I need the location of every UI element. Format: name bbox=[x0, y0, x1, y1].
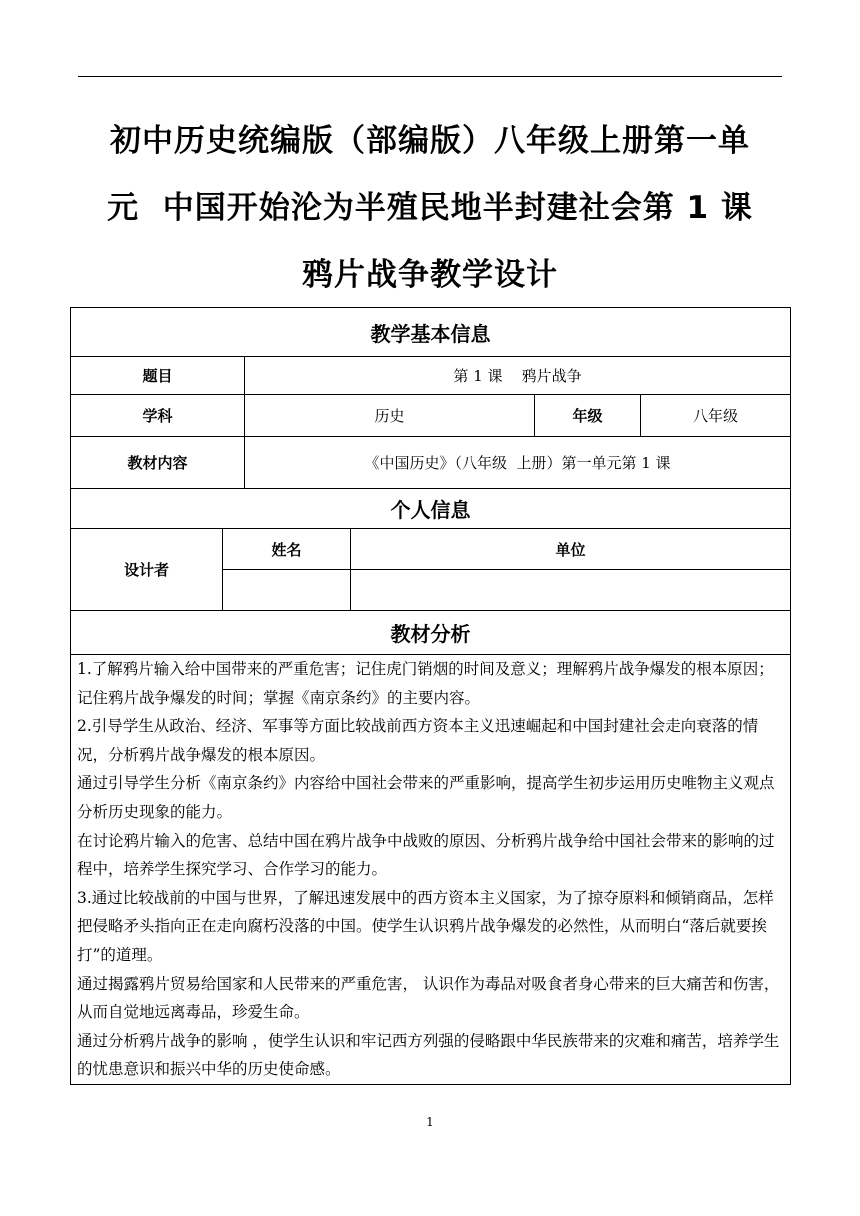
unit-value bbox=[351, 570, 791, 611]
grade-label: 年级 bbox=[535, 395, 641, 437]
subject-label: 学科 bbox=[71, 395, 245, 437]
analysis-paragraph: 1.了解鸦片输入给中国带来的严重危害；记住虎门销烟的时间及意义；理解鸦片战争爆发的根本原因；记住鸦片战争爆发的时间；掌握《南京条约》的主要内容。 bbox=[77, 660, 774, 707]
topic-label: 题目 bbox=[71, 357, 245, 395]
textbook-value: 《中国历史》（八年级 上册）第一单元第 1 课 bbox=[245, 437, 791, 489]
title-line-1: 初中历史统编版（部编版）八年级上册第一单 bbox=[110, 123, 750, 159]
name-value bbox=[223, 570, 351, 611]
grade-value: 八年级 bbox=[641, 395, 791, 437]
analysis-paragraph: 通过引导学生分析《南京条约》内容给中国社会带来的严重影响，提高学生初步运用历史唯物主义观点分析历史现象的能力。 bbox=[77, 774, 775, 821]
title-line-3: 鸦片战争教学设计 bbox=[302, 257, 558, 293]
analysis-paragraph: 2.引导学生从政治、经济、军事等方面比较战前西方资本主义迅速崛起和中国封建社会走向衰落的情况，分析鸦片战争爆发的根本原因。 bbox=[77, 717, 759, 764]
document-title bbox=[78, 108, 782, 309]
subject-value: 历史 bbox=[245, 395, 535, 437]
analysis-paragraph: 3.通过比较战前的中国与世界，了解迅速发展中的西方资本主义国家，为了掠夺原料和倾销商品，怎样把侵略矛头指向正在走向腐朽没落的中国。使学生认识鸦片战争爆发的必然性，从而明白“落后就要挨打”的道理。 bbox=[77, 888, 774, 964]
lesson-plan-table bbox=[70, 307, 791, 1085]
analysis-paragraph: 通过揭露鸦片贸易给国家和人民带来的严重危害， 认识作为毒品对吸食者身心带来的巨大痛苦和伤害，从而自觉地远离毒品，珍爱生命。 bbox=[77, 974, 780, 1022]
textbook-label: 教材内容 bbox=[71, 437, 245, 489]
name-label: 姓名 bbox=[223, 529, 351, 570]
analysis-paragraph: 在讨论鸦片输入的危害、总结中国在鸦片战争中战败的原因、分析鸦片战争给中国社会带来的影响的过程中，培养学生探究学习、合作学习的能力。 bbox=[77, 831, 775, 879]
topic-value: 第 1 课 鸦片战争 bbox=[245, 357, 791, 395]
header-rule bbox=[78, 76, 782, 77]
personal-info-header: 个人信息 bbox=[71, 489, 791, 529]
unit-label: 单位 bbox=[351, 529, 791, 570]
analysis-paragraph: 通过分析鸦片战争的影响 ，使学生认识和牢记西方列强的侵略跟中华民族带来的灾难和痛苦，培养学生的忧患意识和振兴中华的历史使命感。 bbox=[77, 1031, 780, 1079]
analysis-content bbox=[71, 655, 791, 1085]
page-number: 1 bbox=[426, 1115, 434, 1129]
title-line-2: 元 中国开始沦为半殖民地半封建社会第 1 课 bbox=[107, 190, 753, 226]
analysis-header: 教材分析 bbox=[71, 611, 791, 655]
designer-label: 设计者 bbox=[71, 529, 223, 611]
basic-info-header: 教学基本信息 bbox=[71, 308, 791, 357]
